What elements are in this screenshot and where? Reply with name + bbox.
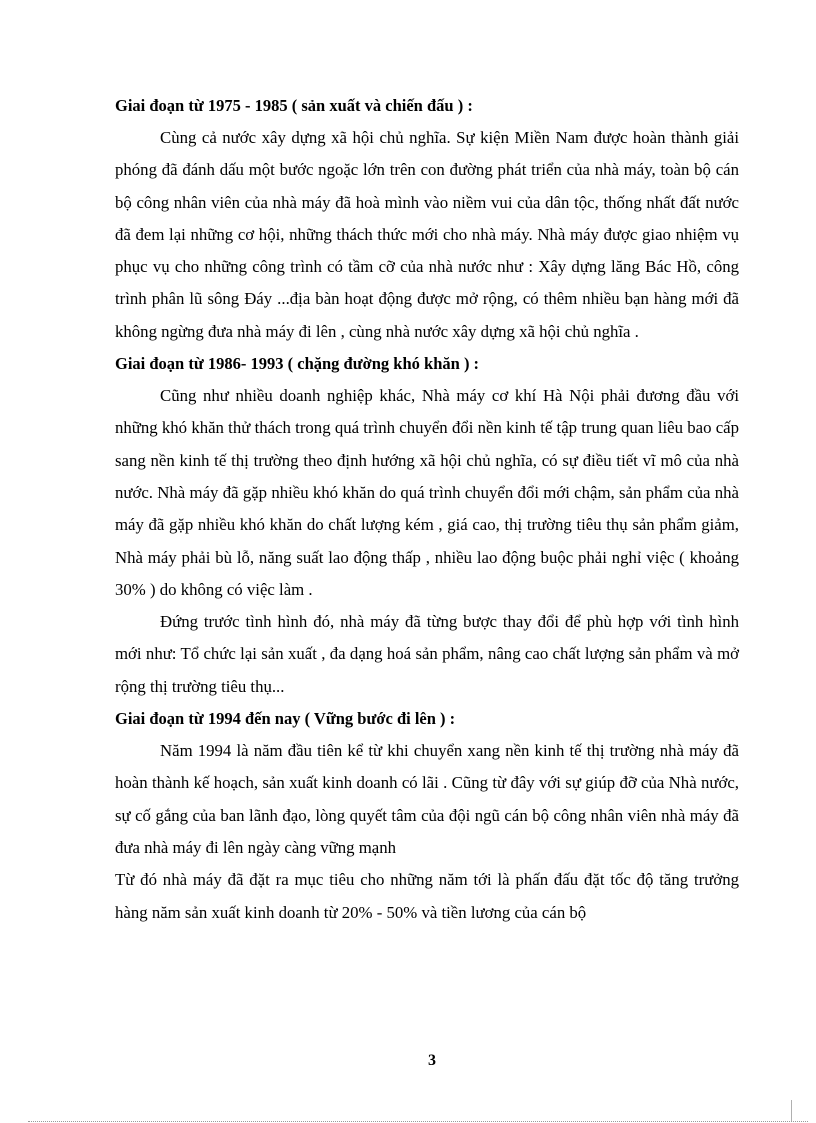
section-heading-1994-present: Giai đoạn từ 1994 đến nay ( Vững bước đi lên ) :	[115, 709, 456, 729]
corner-mark	[791, 1100, 792, 1122]
section-heading-1975-1985: Giai đoạn từ 1975 - 1985 ( sản xuất và chiến đấu ) :	[115, 96, 473, 115]
section-heading-1986-1993: Giai đoạn từ 1986- 1993 ( chặng đường khó khăn ) :	[115, 354, 480, 374]
document-page	[115, 90, 739, 929]
page-bottom-dotted-line	[28, 1121, 808, 1122]
paragraph-1986-1993-difficulties: Cũng như nhiều doanh nghiệp khác, Nhà máy cơ khí Hà Nội phải đương đầu với những khó khăn thử thách trong quá trình chuyển đổi nền kinh tế tập trung quan liêu bao cấp sang nền kinh tế thị trường theo định hướng xã hội chủ nghĩa, có sự điều tiết vĩ mô của nhà nước. Nhà máy đã gặp nhiều khó khăn do quá trình chuyển đổi mới chậm, sản phẩm của nhà máy đã gặp nhiều khó khăn do chất lượng kém , giá cao, thị trường tiêu thụ sản phẩm giảm, Nhà máy phải bù lỗ, năng suất lao động thấp , nhiều lao động buộc phải nghỉ việc ( khoảng 30% ) do không có việc làm .	[115, 386, 739, 599]
page-number: 3	[428, 1052, 436, 1069]
paragraph-goals: Từ đó nhà máy đã đặt ra mục tiêu cho những năm tới là phấn đấu đặt tốc độ tăng trưởng hàng năm sản xuất kinh doanh từ 20% - 50% và tiền lương của cán bộ	[115, 870, 739, 922]
paragraph-1994-present: Năm 1994 là năm đầu tiên kể từ khi chuyển xang nền kinh tế thị trường nhà máy đã hoàn thành kế hoạch, sản xuất kinh doanh có lãi . Cũng từ đây với sự giúp đỡ của Nhà nước, sự cố gắng của ban lãnh đạo, lòng quyết tâm của đội ngũ cán bộ công nhân viên nhà máy đã đưa nhà máy đi lên ngày càng vững mạnh	[115, 741, 739, 857]
paragraph-1986-1993-changes: Đứng trước tình hình đó, nhà máy đã từng bược thay đổi để phù hợp với tình hình mới như: Tổ chức lại sản xuất , đa dạng hoá sản phẩm, nâng cao chất lượng sản phẩm và mở rộng thị trường tiêu thụ...	[115, 612, 739, 696]
paragraph-1975-1985: Cùng cả nước xây dựng xã hội chủ nghĩa. Sự kiện Miền Nam được hoàn thành giải phóng đã đánh dấu một bước ngoặc lớn trên con đường phát triển của nhà máy, toàn bộ cán bộ công nhân viên của nhà máy đã hoà mình vào niềm vui của dân tộc, thống nhất đất nước đã đem lại những cơ hội, những thách thức mới cho nhà máy. Nhà máy được giao nhiệm vụ phục vụ cho những công trình có tầm cỡ của nhà nước như : Xây dựng lăng Bác Hồ, công trình phân lũ sông Đáy ...địa bàn hoạt động được mở rộng, có thêm nhiều bạn hàng mới đã không ngừng đưa nhà máy đi lên , cùng nhà nước xây dựng xã hội chủ nghĩa .	[115, 128, 739, 341]
